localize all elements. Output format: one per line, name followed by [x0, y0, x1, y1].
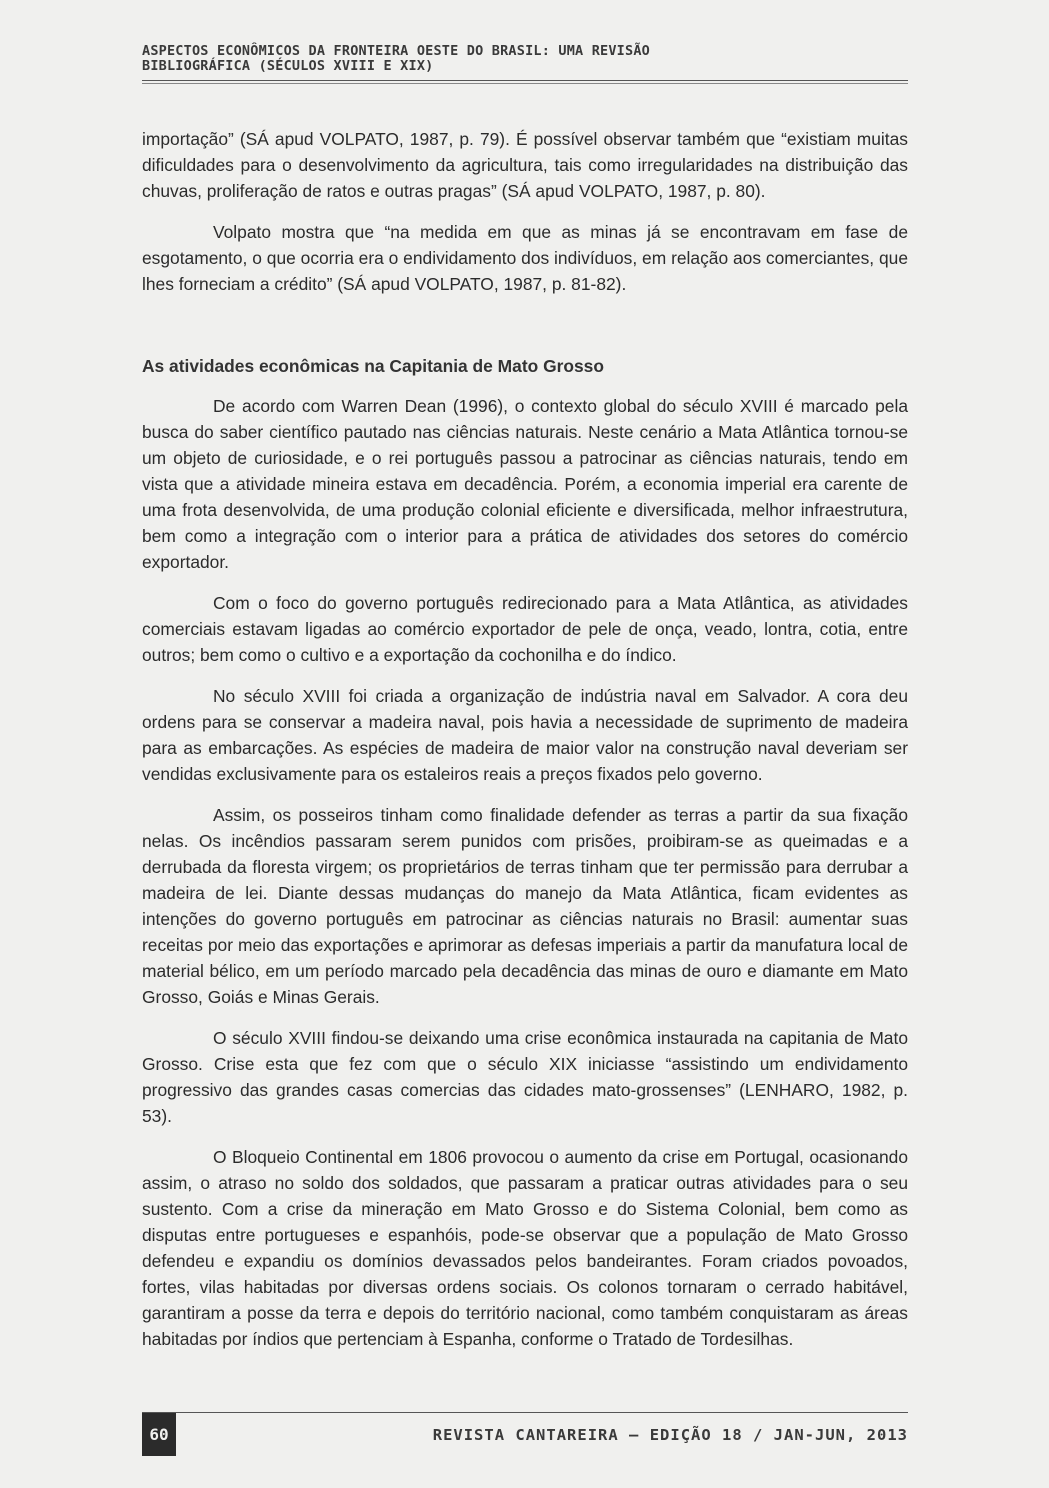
paragraph: Com o foco do governo português redirecionado para a Mata Atlântica, as atividades comerciais estavam ligadas ao comércio exportador de pele de onça, veado, lontra, cotia, entre outros; bem como o cultivo e a exportação da cochonilha e do índico.: [142, 593, 908, 665]
section-spacer: [142, 312, 908, 353]
paragraph: O Bloqueio Continental em 1806 provocou o aumento da crise em Portugal, ocasionando assim, o atraso no soldo dos soldados, que passaram a praticar outras atividades para o seu sustento. Com a crise da mineração em Mato Grosso e do Sistema Colonial, bem como as disputas entre portugueses e espanhóis, pode-se observar que a população de Mato Grosso defendeu e expandiu os domínios devassados pelos bandeirantes. Foram criados povoados, fortes, vilas habitadas por diversas ordens sociais. Os colonos tornaram o cerrado habitável, garantiram a posse da terra e depois do território nacional, como também conquistaram as áreas habitadas por índios que pertenciam à Espanha, conforme o Tratado de Tordesilhas.: [142, 1147, 908, 1349]
paragraph-continuation: importação” (SÁ apud VOLPATO, 1987, p. 79). É possível observar também que “existiam muitas dificuldades para o desenvolvimento da agricultura, tais como irregularidades na distribuição das chuvas, proliferação de ratos e outras pragas” (SÁ apud VOLPATO, 1987, p. 80).: [142, 129, 908, 201]
paragraph: De acordo com Warren Dean (1996), o contexto global do século XVIII é marcado pela busca do saber científico pautado nas ciências naturais. Neste cenário a Mata Atlântica tornou-se um objeto de curiosidade, e o rei português passou a patrocinar as ciências naturais, tendo em vista que a atividade mineira estava em decadência. Porém, a economia imperial era carente de uma frota desenvolvida, de uma produção colonial eficiente e diversificada, melhor infraestrutura, bem como a integração com o interior para a prática de atividades dos setores do comércio exportador.: [142, 396, 908, 572]
page-footer: [142, 1412, 908, 1456]
page-header: [142, 44, 908, 84]
paragraph: No século XVIII foi criada a organização de indústria naval em Salvador. A cora deu ordens para se conservar a madeira naval, pois havia a necessidade de suprimento de madeira para as embarcações. As espécies de madeira de maior valor na construção naval deveriam ser vendidas exclusivamente para os estaleiros reais a preços fixados pelo governo.: [142, 686, 908, 784]
paragraph: O século XVIII findou-se deixando uma crise econômica instaurada na capitania de Mato Grosso. Crise esta que fez com que o século XIX iniciasse “assistindo um endividamento progressivo das grandes casas comercias das cidades mato-grossenses” (LENHARO, 1982, p. 53).: [142, 1028, 908, 1126]
footer-divider: [142, 1412, 908, 1413]
journal-edition: REVISTA CANTAREIRA – EDIÇÃO 18 / JAN-JUN, 2013: [432, 1426, 908, 1444]
paragraph: Volpato mostra que “na medida em que as minas já se encontravam em fase de esgotamento, o que ocorria era o endividamento dos indivíduos, em relação aos comerciantes, que lhes forneciam a crédito” (SÁ apud VOLPATO, 1987, p. 81-82).: [142, 222, 908, 294]
running-header-title: ASPECTOS ECONÔMICOS DA FRONTEIRA OESTE DO BRASIL: UMA REVISÃO BIBLIOGRÁFICA (SÉCULOS XVIII E XIX): [142, 43, 650, 74]
page-number: 60: [142, 1413, 176, 1456]
header-divider: [142, 80, 908, 84]
section-heading: As atividades econômicas na Capitania de Mato Grosso: [142, 356, 604, 376]
paragraph: Assim, os posseiros tinham como finalidade defender as terras a partir da sua fixação nelas. Os incêndios passaram serem punidos com prisões, proibiram-se as queimadas e a derrubada da floresta virgem; os proprietários de terras tinham que ter permissão para derrubar a madeira de lei. Diante dessas mudanças do manejo da Mata Atlântica, ficam evidentes as intenções do governo português em patrocinar as ciências naturais no Brasil: aumentar suas receitas por meio das exportações e aprimorar as defesas imperiais a partir da manufatura local de material bélico, em um período marcado pela decadência das minas de ouro e diamante em Mato Grosso, Goiás e Minas Gerais.: [142, 805, 908, 1007]
article-body: [142, 126, 908, 1367]
